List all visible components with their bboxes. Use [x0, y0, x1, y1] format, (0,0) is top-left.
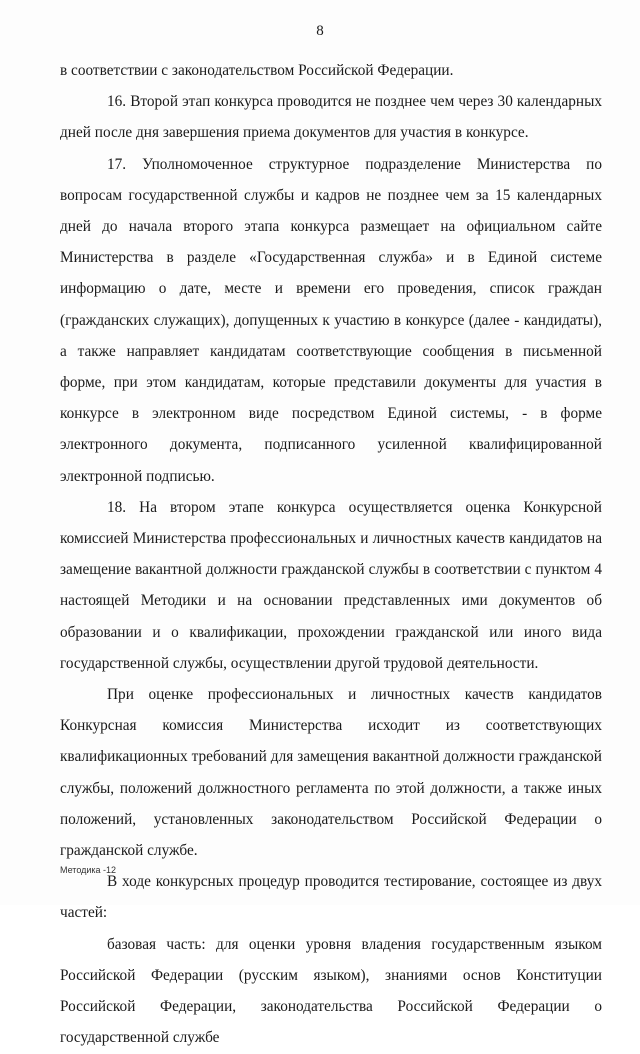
paragraph-continuation: в соответствии с законодательством Российской Федерации.	[60, 62, 454, 79]
page-number: 8	[316, 23, 324, 39]
paragraph-clause-16: 16. Второй этап конкурса проводится не позднее чем через 30 календарных дней после дня завершения приема документов для участия в конкурсе.	[60, 93, 602, 142]
paragraph-evaluation-criteria: При оценке профессиональных и личностных качеств кандидатов Конкурсная комиссия Министерства исходит из соответствующих квалификационных требований для замещения вакантной должности гражданской службы, положений должностного регламента по этой должности, а также иных положений, установленных законодательством Российской Федерации о гражданской службе.	[60, 686, 602, 860]
paragraph-testing: В ходе конкурсных процедур проводится тестирование, состоящее из двух частей:	[60, 873, 602, 922]
document-body	[60, 55, 602, 1054]
paragraph-clause-17: 17. Уполномоченное структурное подразделение Министерства по вопросам государственной службы и кадров не позднее чем за 15 календарных дней до начала второго этапа конкурса размещает на официальном сайте Министерства в разделе «Государственная служба» и в Единой системе информацию о дате, месте и времени его проведения, список граждан (гражданских служащих), допущенных к участию в конкурсе (далее - кандидаты), а также направляет кандидатам соответствующие сообщения в письменной форме, при этом кандидатам, которые представили документы для участия в конкурсе в электронном виде посредством Единой системы, - в форме электронного документа, подписанного усиленной квалифицированной электронной подписью.	[60, 155, 602, 485]
paragraph-clause-18: 18. На втором этапе конкурса осуществляется оценка Конкурсной комиссией Министерства профессиональных и личностных качеств кандидатов на замещение вакантной должности гражданской службы в соответствии с пунктом 4 настоящей Методики и на основании представленных ими документов об образовании и о квалификации, прохождении гражданской или иного вида государственной службы, осуществлении другой трудовой деятельности.	[60, 498, 602, 672]
paragraph-basic-part: базовая часть: для оценки уровня владения государственным языком Российской Федерации (русским языком), знаниями основ Конституции Российской Федерации, законодательства Российской Федерации о государственной службе	[60, 935, 602, 1047]
footer-document-code: Методика -12	[60, 865, 117, 875]
